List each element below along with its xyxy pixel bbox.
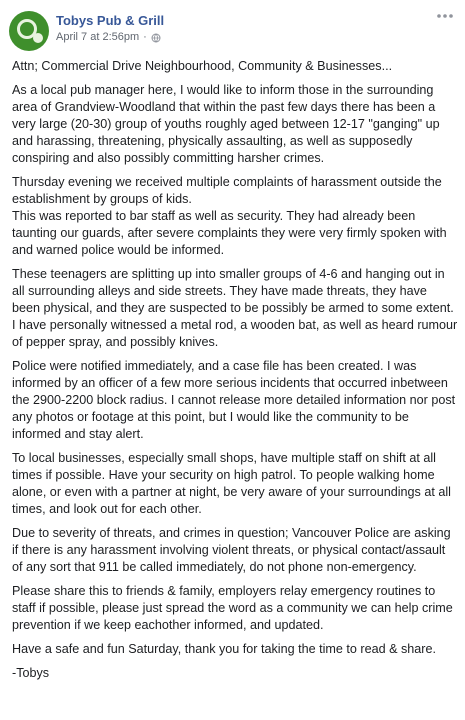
post-body [12, 58, 458, 689]
page-name-link[interactable]: Tobys Pub & Grill [56, 13, 165, 28]
post-paragraph-share: Please share this to friends & family, employers relay emergency routines to staff if possible, please just spread the word as a community we can help crime prevention if we keep eachother informed, and updated. [12, 584, 453, 632]
post-paragraph-teenagers: These teenagers are splitting up into smaller groups of 4-6 and hanging out in all surrounding alleys and side streets. They have made threats, they have been physical, and they are suspected to be possibly be armed to some extent. I have personally witnessed a metal rod, a wooden bat, as well as heard rumour of pepper spray, and possibly knives. [12, 267, 458, 349]
post-paragraph-intro: As a local pub manager here, I would like to inform those in the surrounding area of Grandview-Woodland that within the past few days there has been a very large (20-30) group of youths roughly aged between 12-17 "ganging" up and harassing, threatening, physically assaulting, as well as supposedly conspiring and also possibly committing harsher crimes. [12, 83, 440, 165]
post-paragraph-closing: Have a safe and fun Saturday, thank you for taking the time to read & share. [12, 642, 437, 656]
more-options-icon[interactable] [435, 8, 455, 22]
post-signature: -Tobys [12, 666, 50, 680]
avatar-logo-dot [33, 33, 43, 43]
post-timestamp[interactable]: April 7 at 2:56pm [56, 31, 140, 43]
post-paragraph-businesses: To local businesses, especially small shops, have multiple staff on shift at all times if possible. Have your security on high patrol. To people walking home alone, or even with a partner at night, be very aware of your surroundings at all times, and look out for each other. [12, 451, 451, 516]
post-paragraph-attn: Attn; Commercial Drive Neighbourhood, Community & Businesses... [12, 59, 393, 73]
post-header [9, 11, 164, 51]
post-subline [56, 30, 164, 45]
globe-icon[interactable] [151, 33, 161, 43]
post-paragraph-severity: Due to severity of threats, and crimes in question; Vancouver Police are asking if there is any harassment involving violent threats, or physical contact/assault of any sort that 911 be called immediately, do not phone non-emergency. [12, 526, 451, 574]
post-paragraph-police: Police were notified immediately, and a case file has been created. I was informed by an officer of a few more serious incidents that occurred inbetween the 2900-2200 block radius. I cannot release more detailed information nor post any photos or footage at this point, but I would like the community to be informed and stay alert. [12, 359, 456, 441]
post-meta [56, 13, 164, 45]
meta-separator: · [143, 31, 147, 43]
post-paragraph-thursday: Thursday evening we received multiple complaints of harassment outside the establishment by groups of kids. This was reported to bar staff as well as security. They had already been taunting our guards, after severe complaints they were very firmly spoken with and warned police would be informed. [12, 175, 447, 257]
page-avatar[interactable] [9, 11, 49, 51]
